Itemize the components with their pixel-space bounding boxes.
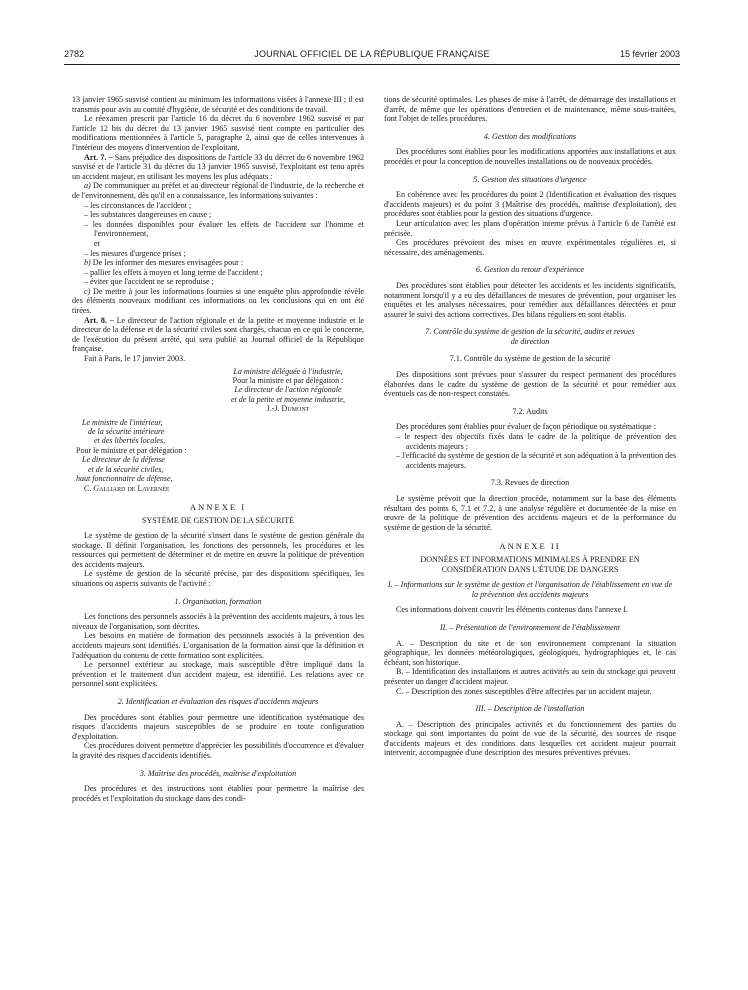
paragraph: Des procédures sont établies pour évaluer de façon périodique ou systématique : xyxy=(396,422,657,432)
paragraph: Ces procédures prévoient des mises en œuvre expérimentales régulières et, si nécessaire, des aménagements. xyxy=(384,238,676,257)
paragraph: tions de sécurité optimales. Les phases de mise à l'arrêt, de démarrage des installations et d'arrêt, de même que les opérations d'entretien et de maintenance, même sous-traitées, font l'objet de telles procédures. xyxy=(384,95,676,124)
paragraph: Des procédures et des instructions sont établies pour permettre la maîtrise des procédés et l'exploitation du stockage dans des condi- xyxy=(72,784,364,803)
paragraph: Le système prévoit que la direction procède, notamment sur la base des éléments résultant des points 6, 7.1 et 7.2, à une analyse régulière et documentée de la mise en œuvre de la politique de prévention des accidents majeurs et de la performance du système de gestion de la sécurité. xyxy=(384,494,676,532)
signature-line: Pour le ministre et par délégation : xyxy=(76,445,187,455)
signature-line: et de la petite et moyenne industrie, xyxy=(231,394,345,404)
annex-title: SYSTÈME DE GESTION DE LA SÉCURITÉ xyxy=(141,515,295,525)
paragraph: Le réexamen prescrit par l'article 16 du décret du 6 novembre 1962 susvisé et par l'article 12 bis du décret du 13 janvier 1965 susvisé tient compte en particulier des modifications mentionnées à l'article 5, paragraphe 2, ainsi que de celles intervenues à l'intérieur des moyens d'intervention de l'exploitant. xyxy=(72,114,364,152)
subsection-heading: 7.1. Contrôle du système de gestion de la sécurité xyxy=(449,354,611,364)
paragraph: Des procédures sont établies pour permettre une identification systématique des risques d'accidents majeurs susceptibles de se produire en toute configuration d'exploitation. xyxy=(72,712,364,741)
subsection-heading: 7.3. Revues de direction xyxy=(490,478,570,488)
signature-line: de la sécurité intérieure xyxy=(88,427,165,437)
paragraph: Les fonctions des personnels associés à la prévention des accidents majeurs, à tous les niveaux de l'organisation, sont décrites. xyxy=(72,612,364,631)
paragraph: Les besoins en matière de formation des personnels associés à la prévention des accidents majeurs sont identifiés. L'organisation de la formation ainsi que la définition et l'adéquation du contenu de cette formation sont explicitées. xyxy=(72,631,364,660)
section-heading: 5. Gestion des situations d'urgence xyxy=(473,174,587,184)
item-c xyxy=(72,287,364,316)
item-a xyxy=(72,181,364,200)
signature-date: Fait à Paris, le 17 janvier 2003. xyxy=(84,354,186,364)
list-item: – les données disponibles pour évaluer les effets de l'accident sur l'homme et l'environnement, xyxy=(84,219,364,239)
section-heading: 2. Identification et évaluation des risques d'accidents majeurs xyxy=(117,697,319,706)
signatory-name: C. Galliard de Lavernée xyxy=(84,483,170,493)
article-text: Le directeur de l'action régionale et de la petite et moyenne industrie et le directeur de la défense et de la sécurité civiles sont chargés, chacun en ce qui le concerne, de l'exécution du présent arrêté, qui sera publié au Journal officiel de la République française. xyxy=(72,315,364,354)
list-item: – l'efficacité du système de gestion de la sécurité et son adéquation à la prévention des accidents majeurs. xyxy=(396,451,676,470)
annex-title: DONNÉES ET INFORMATIONS MINIMALES À PRENDRE EN CONSIDÉRATION DANS L'ÉTUDE DE DANGERS xyxy=(420,554,640,574)
signatory-name: J.-J. Dumont xyxy=(266,404,310,414)
paragraph: En cohérence avec les procédures du point 2 (Identification et évaluation des risques d'accidents majeurs) et du point 3 (Maîtrise des procédés, maîtrise d'exploitation), des procédures sont établies pour la gestion des situations d'urgence. xyxy=(384,190,676,219)
paragraph: Leur articulation avec les plans d'opération interne prévus à l'article 6 de l'arrêté est précisée. xyxy=(384,218,676,238)
article-text: Sans préjudice des dispositions de l'article 33 du décret du 6 novembre 1962 susvisé et de l'article 31 du décret du 13 janvier 1965 susvisé, l'exploitant est tenu après un accident majeur, en utilisant les moyens les plus adéquats : xyxy=(72,152,364,181)
list-item: – les substances dangereuses en cause ; xyxy=(84,210,212,220)
section-heading: 6. Gestion du retour d'expérience xyxy=(475,265,585,275)
signature-line: haut fonctionnaire de défense, xyxy=(76,474,173,484)
subsection-heading: 7.2. Audits xyxy=(512,406,548,416)
page-header xyxy=(64,47,680,63)
article-label: Art. 7. – xyxy=(84,152,113,162)
page-number: 2782 xyxy=(64,49,85,59)
item-label: c) xyxy=(84,286,91,296)
paragraph: Ces informations doivent couvrir les éléments contenus dans l'annexe I. xyxy=(396,605,629,615)
list-item: – éviter que l'accident ne se reproduise ; xyxy=(84,277,214,287)
item-label: a) xyxy=(84,181,91,191)
paragraph: Des procédures sont établies pour les modifications apportées aux installations et aux procédés et pour la conception de nouvelles installations ou de nouveaux procédés. xyxy=(384,147,676,166)
signature-line: et des libertés locales, xyxy=(94,436,166,446)
section-heading: III. – Description de l'installation xyxy=(475,704,585,714)
section-heading: 1. Organisation, formation xyxy=(174,596,262,606)
section-heading: 4. Gestion des modifications xyxy=(483,131,577,141)
list-item: – les mesures d'urgence prises ; xyxy=(84,248,186,258)
issue-date: 15 février 2003 xyxy=(619,49,680,59)
conjunction: et xyxy=(94,238,100,248)
item-b xyxy=(72,258,364,268)
item-text: De les informer des mesures envisagées pour : xyxy=(90,258,244,268)
section-heading: I. – Informations sur le système de gestion et l'organisation de l'établissement en vue de la prévention des accidents majeurs xyxy=(387,580,673,599)
annex-heading: ANNEXE II xyxy=(499,541,561,552)
item-text: De communiquer au préfet et au directeur régional de l'industrie, de la recherche et de l'environnement, dès qu'il en a connaissance, les informations suivantes : xyxy=(72,181,364,200)
section-heading: 3. Maîtrise des procédés, maîtrise d'exploitation xyxy=(139,768,297,778)
paragraph: Des procédures sont établies pour détecter les accidents et les incidents significatifs, notamment lorsqu'il y a eu des défaillances de mesures de prévention, pour organiser les enquêtes et les analyses nécessaires, pour remédier aux défaillances détectées et pour assurer le suivi des actions correctives. Des bilans réguliers en sont établis. xyxy=(384,280,676,319)
annex-heading: ANNEXE I xyxy=(189,501,247,512)
signature-block-1 xyxy=(212,367,364,414)
paragraph: Le système de gestion de la sécurité précise, par des dispositions spécifiques, les situations ou aspects suivants de l'activité : xyxy=(72,569,364,589)
section-heading: 7. Contrôle du système de gestion de la sécurité, audits et revues de direction xyxy=(425,327,635,346)
paragraph: A. – Description des principales activités et du fonctionnement des parties du stockage qui sont importantes du point de vue de la sécurité, des sources de risque d'accidents majeurs et des conditions dans lesquelles cet accident majeur pourrait intervenir, accompagnée d'une description des mesures préventives prévues. xyxy=(384,719,676,758)
paragraph: 13 janvier 1965 susvisé contient au minimum les informations visées à l'annexe III ; il est transmis pour avis au comité d'hygiène, de sécurité et des conditions de travail. xyxy=(72,95,364,114)
article-7 xyxy=(72,153,364,182)
signature-line: La ministre déléguée à l'industrie, xyxy=(233,366,343,376)
item-label: b) xyxy=(84,258,91,268)
paragraph: Ces procédures doivent permettre d'apprécier les possibilités d'occurrence et d'évaluer la gravité des risques d'accidents identifiés. xyxy=(72,741,364,760)
section-heading: II. – Présentation de l'environnement de l'établissement xyxy=(439,622,621,632)
signature-line: Le directeur de la défense xyxy=(82,455,165,465)
paragraph: B. – Identification des installations et autres activités au sein du stockage qui peuvent présenter un danger d'accident majeur. xyxy=(384,667,676,686)
article-label: Art. 8. – xyxy=(84,315,114,325)
signature-block-2 xyxy=(76,418,364,493)
journal-title: JOURNAL OFFICIEL DE LA RÉPUBLIQUE FRANÇAISE xyxy=(254,49,490,59)
signature-line: Pour la ministre et par délégation : xyxy=(232,376,344,386)
signature-line: Le directeur de l'action régionale xyxy=(234,385,342,395)
signature-line: Le ministre de l'intérieur, xyxy=(82,417,163,427)
paragraph: A. – Description du site et de son environnement comprenant la situation géographique, les données météorologiques, géologiques, hydrographiques et, le cas échéant, son historique. xyxy=(384,638,676,667)
paragraph: Le personnel extérieur au stockage, mais susceptible d'être impliqué dans la prévention et le traitement d'un accident majeur, est identifié. Les relations avec ce personnel sont explicitées. xyxy=(72,660,364,689)
paragraph: Des dispositions sont prévues pour s'assurer du respect permanent des procédures élaborées dans le cadre du système de gestion de la sécurité et pour remédier aux éventuels cas de non-respect constatés. xyxy=(384,370,676,399)
paragraph: C. – Description des zones susceptibles d'être affectées par un accident majeur. xyxy=(396,686,652,696)
signature-line: et de la sécurité civiles, xyxy=(88,464,164,474)
list-item: – pallier les effets à moyen et long terme de l'accident ; xyxy=(84,267,263,277)
header-rule xyxy=(64,64,680,65)
left-column xyxy=(72,95,364,803)
paragraph: Le système de gestion de la sécurité s'insert dans le système de gestion générale du stockage. Il définit l'organisation, les fonctions des personnels, les procédures et les ressources qui permettent de déterminer et de mettre en œuvre la politique de prévention des accidents majeurs. xyxy=(72,531,364,569)
item-text: De mettre à jour les informations fournies si une enquête plus approfondie révèle des éléments nouveaux modifiant ces informations ou les conclusions qui en ont été tirées. xyxy=(72,286,364,316)
right-column xyxy=(384,95,676,758)
list-item: – les circonstances de l'accident ; xyxy=(84,200,192,210)
list-item: – le respect des objectifs fixés dans le cadre de la politique de prévention des accidents majeurs ; xyxy=(396,432,676,451)
article-8 xyxy=(72,316,364,354)
